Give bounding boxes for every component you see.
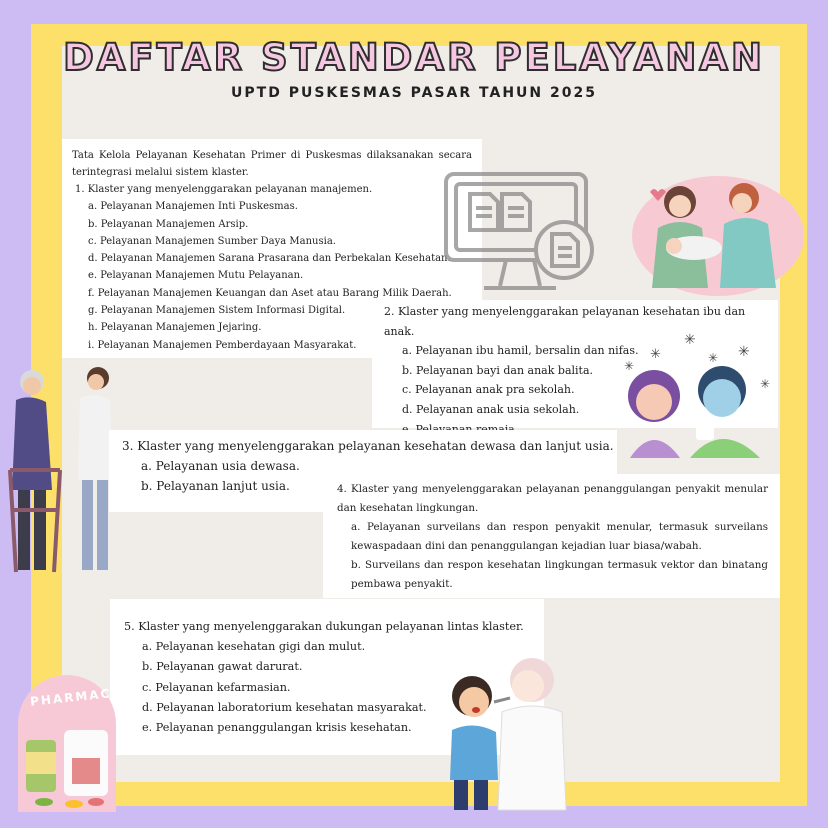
list-item: d. Pelayanan Manajemen Sarana Prasarana dan Perbekalan Kesehatan. (88, 253, 451, 265)
list-item: a. Pelayanan ibu hamil, bersalin dan nifas. (402, 344, 639, 358)
svg-text:✳: ✳ (760, 377, 771, 391)
computer-document-icon (440, 168, 600, 298)
list-item: b. Pelayanan bayi dan anak balita. (402, 363, 594, 377)
page-subtitle: UPTD PUSKESMAS PASAR TAHUN 2025 (231, 85, 597, 101)
page-title: DAFTAR STANDAR PELAYANAN (63, 36, 765, 79)
svg-text:✳: ✳ (738, 344, 750, 360)
mother-baby-illustration (628, 168, 808, 298)
pharmacy-label: PHARMACY (29, 685, 123, 709)
list-item: f. Pelayanan Manajemen Keuangan dan Aset atau Barang Milik Daerah. (88, 287, 452, 299)
svg-text:✳: ✳ (650, 347, 661, 362)
list-item: b. Surveilans dan respon kesehatan lingkungan termasuk vektor dan binatang pembawa penyakit. (351, 559, 768, 590)
list-item: a. Pelayanan Manajemen Inti Puskesmas. (88, 201, 298, 213)
sick-children-illustration (620, 330, 780, 460)
list-item: h. Pelayanan Manajemen Jejaring. (88, 322, 262, 334)
list-item: a. Pelayanan surveilans dan respon penyakit menular, termasuk surveilans kewaspadaan dini dan penanggulangan kejadian luar biasa/wabah. (351, 521, 768, 552)
dentist-child-illustration (440, 650, 570, 820)
cluster-4-card (323, 474, 780, 598)
elderly-walker-illustration (2, 360, 114, 582)
list-item: b. Pelayanan lanjut usia. (141, 479, 290, 493)
svg-text:✳: ✳ (684, 332, 696, 348)
list-item: e. Pelayanan Manajemen Mutu Pelayanan. (88, 270, 304, 282)
cluster-heading: 4. Klaster yang menyelenggarakan pelayanan penanggulangan penyakit menular dan kesehatan lingkungan. (337, 483, 768, 514)
list-item: c. Pelayanan kefarmasian. (142, 680, 291, 694)
list-item: d. Pelayanan anak usia sekolah. (402, 402, 580, 416)
cluster-heading: 1. Klaster yang menyelenggarakan pelayanan manajemen. (75, 184, 373, 195)
list-item: d. Pelayanan laboratorium kesehatan masyarakat. (142, 700, 427, 714)
list-item: g. Pelayanan Manajemen Sistem Informasi Digital. (88, 305, 346, 317)
list-item: i. Pelayanan Manajemen Pemberdayaan Masyarakat. (88, 339, 357, 351)
list-item: a. Pelayanan kesehatan gigi dan mulut. (142, 640, 366, 654)
intro-text: Tata Kelola Pelayanan Kesehatan Primer di Puskesmas dilaksanakan secara terintegrasi melalui sistem klaster. (72, 150, 472, 178)
cluster-heading: 3. Klaster yang menyelenggarakan pelayanan kesehatan dewasa dan lanjut usia. (122, 439, 614, 453)
list-item: c. Pelayanan Manajemen Sumber Daya Manusia. (88, 235, 336, 247)
list-item: c. Pelayanan anak pra sekolah. (402, 383, 575, 397)
svg-text:✳: ✳ (624, 359, 635, 373)
list-item: b. Pelayanan Manajemen Arsip. (88, 218, 249, 230)
svg-text:✳: ✳ (708, 351, 719, 365)
cluster-heading: 5. Klaster yang menyelenggarakan dukungan pelayanan lintas klaster. (124, 620, 524, 633)
list-item: a. Pelayanan usia dewasa. (141, 459, 300, 473)
list-item: b. Pelayanan gawat darurat. (142, 660, 303, 674)
list-item: e. Pelayanan penanggulangan krisis kesehatan. (142, 721, 412, 735)
cluster-heading: 2. Klaster yang menyelenggarakan pelayanan kesehatan ibu dan anak. (384, 305, 746, 338)
